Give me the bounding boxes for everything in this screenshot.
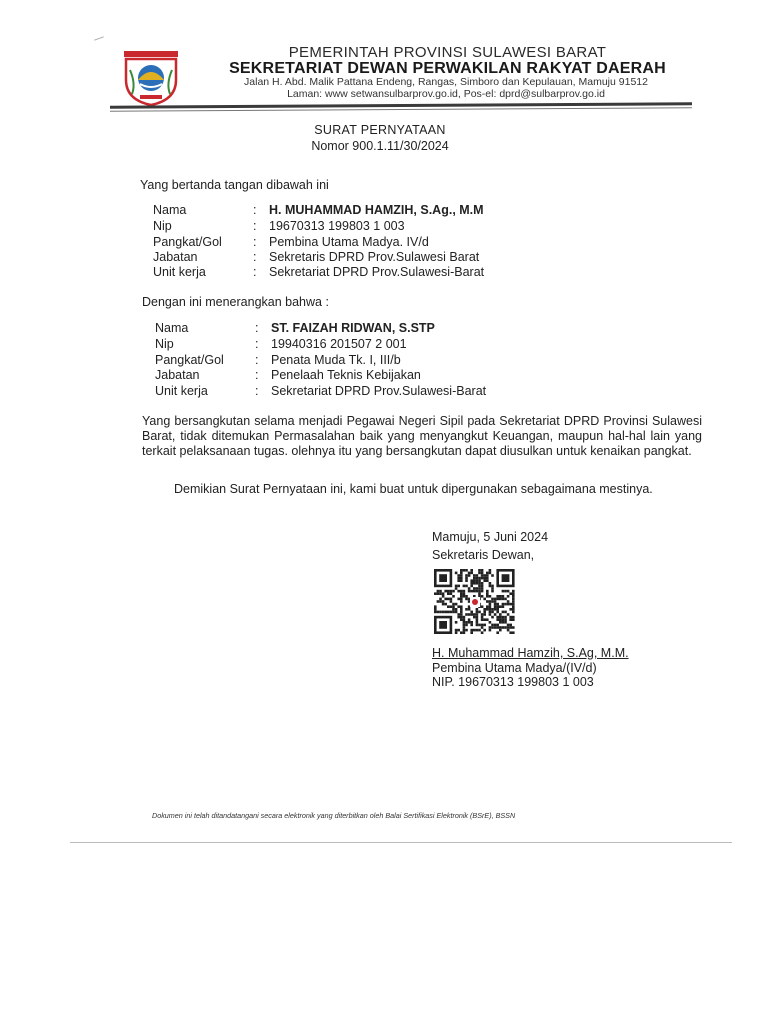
field-label: Nip <box>155 337 174 351</box>
office-header-line: SEKRETARIAT DEWAN PERWAKILAN RAKYAT DAERAH <box>229 60 666 77</box>
field-label: Jabatan <box>153 250 198 264</box>
field-value: 19940316 201507 2 001 <box>271 337 407 351</box>
signer-name: H. Muhammad Hamzih, S.Ag, M.M. <box>432 646 629 660</box>
field-label: Pangkat/Gol <box>155 353 224 367</box>
signer-nip: NIP. 19670313 199803 1 003 <box>432 675 594 689</box>
field-colon: : <box>253 219 257 233</box>
electronic-signature-note: Dokumen ini telah ditandatangani secara elektronik yang diterbitkan oleh Balai Sertifikasi Elektronik (BSrE), BSSN <box>152 811 516 820</box>
closing-paragraph: Demikian Surat Pernyataan ini, kami buat untuk dipergunakan sebagaimana mestinya. <box>174 482 653 496</box>
field-label: Jabatan <box>155 368 200 382</box>
field-value: 19670313 199803 1 003 <box>269 219 405 233</box>
intro-text: Yang bertanda tangan dibawah ini <box>140 178 329 192</box>
field-label: Nama <box>153 203 187 217</box>
contact-line: Laman: www setwansulbarprov.go.id, Pos-el: dprd@sulbarprov.go.id <box>287 88 605 100</box>
field-label: Unit kerja <box>155 384 208 398</box>
field-value: Penata Muda Tk. I, III/b <box>271 353 401 367</box>
address-line: Jalan H. Abd. Malik Pattana Endeng, Rangas, Simboro dan Kepulauan, Mamuju 91512 <box>244 76 648 88</box>
scan-speck <box>94 36 104 40</box>
body-paragraph: Yang bersangkutan selama menjadi Pegawai Negeri Sipil pada Sekretariat DPRD Provinsi Sulawesi Barat, tidak ditemukan Permasalahan baik yang menyangkut Keuangan, maupun hal-hal lain yang terkait pelaksanaan tugas. olehnya itu yang bersangkutan dapat diusulkan untuk kenaikan pangkat. <box>142 414 702 458</box>
intro2-text: Dengan ini menerangkan bahwa : <box>142 295 329 309</box>
field-value: Sekretariat DPRD Prov.Sulawesi-Barat <box>271 384 487 398</box>
place-date: Mamuju, 5 Juni 2024 <box>432 530 549 544</box>
field-label: Nama <box>155 321 189 335</box>
field-label: Pangkat/Gol <box>153 235 222 249</box>
field-colon: : <box>255 337 259 351</box>
qr-code-icon <box>434 569 516 635</box>
provincial-crest-icon <box>118 50 184 106</box>
field-label: Nip <box>153 219 172 233</box>
letter-number: Nomor 900.1.11/30/2024 <box>311 139 449 153</box>
field-value: ST. FAIZAH RIDWAN, S.STP <box>271 321 435 335</box>
field-colon: : <box>253 250 257 264</box>
field-colon: : <box>255 384 259 398</box>
field-colon: : <box>253 265 257 279</box>
gov-header-line: PEMERINTAH PROVINSI SULAWESI BARAT <box>288 44 607 61</box>
field-label: Unit kerja <box>153 265 206 279</box>
field-value: H. MUHAMMAD HAMZIH, S.Ag., M.M <box>269 203 484 217</box>
field-value: Penelaah Teknis Kebijakan <box>271 368 421 382</box>
footer-rule <box>70 842 732 843</box>
letter-title: SURAT PERNYATAAN <box>314 123 446 137</box>
field-colon: : <box>255 368 259 382</box>
field-value: Sekretaris DPRD Prov.Sulawesi Barat <box>269 250 480 264</box>
field-value: Pembina Utama Madya. IV/d <box>269 235 429 249</box>
field-value: Sekretariat DPRD Prov.Sulawesi-Barat <box>269 265 485 279</box>
field-colon: : <box>255 353 259 367</box>
signer-rank: Pembina Utama Madya/(IV/d) <box>432 661 597 675</box>
signer-position: Sekretaris Dewan, <box>432 548 535 562</box>
field-colon: : <box>253 203 257 217</box>
field-colon: : <box>253 235 257 249</box>
field-colon: : <box>255 321 259 335</box>
